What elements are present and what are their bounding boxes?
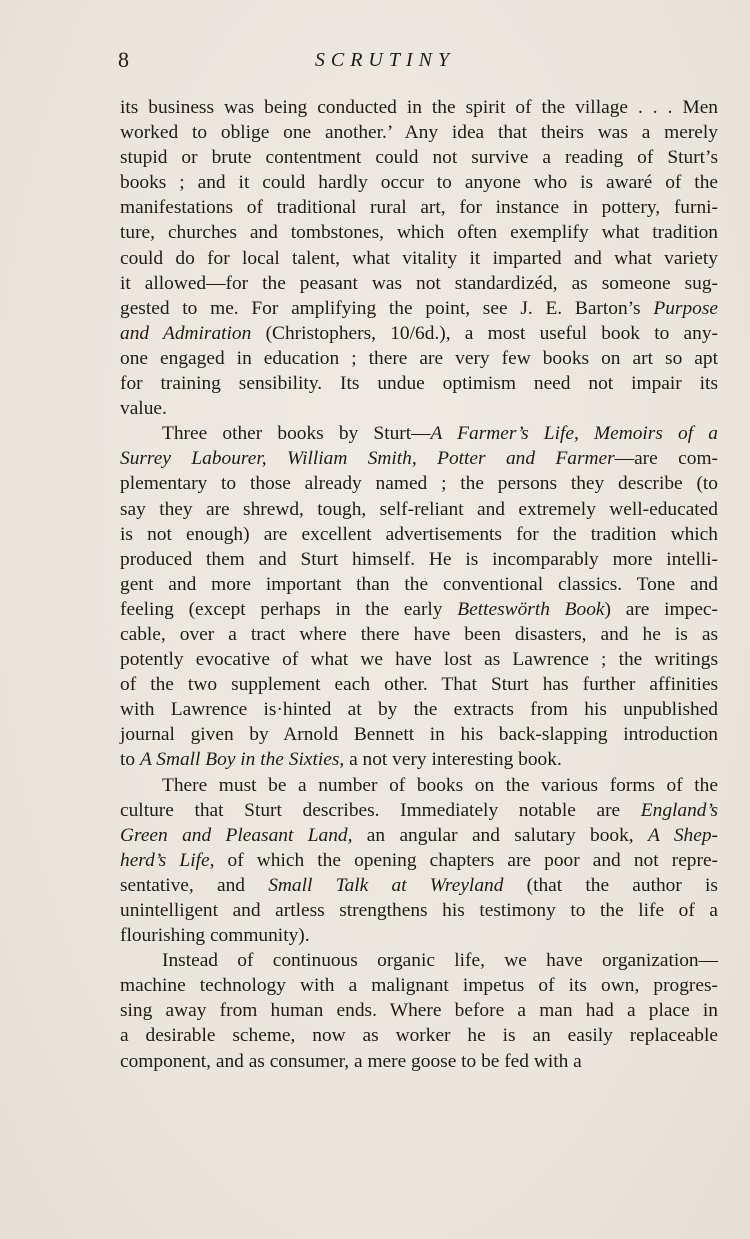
text-run: flourishing community). bbox=[120, 925, 310, 947]
text-run: manifestations of traditional rural art, for instance in pottery, furni- bbox=[120, 197, 718, 219]
text-line bbox=[120, 572, 718, 597]
text-line bbox=[120, 948, 718, 973]
text-run: gested to me. For amplifying the point, see J. E. Barton’s bbox=[120, 297, 654, 319]
italic-text: herd’s Life, bbox=[120, 849, 215, 871]
text-line bbox=[120, 522, 718, 547]
text-run: (that the author is bbox=[503, 874, 718, 896]
italic-text: Betteswörth Book bbox=[457, 598, 605, 620]
text-run: Three other books by Sturt— bbox=[162, 423, 431, 445]
text-run: of the two supplement each other. That Sturt has further affinities bbox=[120, 674, 718, 696]
italic-text: England’s bbox=[640, 799, 718, 821]
text-line bbox=[120, 722, 718, 747]
text-line bbox=[120, 145, 718, 170]
text-run: sing away from human ends. Where before a man had a place in bbox=[120, 1000, 718, 1022]
text-line bbox=[120, 446, 718, 471]
text-line bbox=[120, 220, 718, 245]
text-run: worked to oblige one another.’ Any idea that theirs was a merely bbox=[120, 122, 718, 144]
text-line bbox=[120, 898, 718, 923]
text-line bbox=[120, 246, 718, 271]
text-line bbox=[120, 697, 718, 722]
text-line bbox=[120, 622, 718, 647]
text-run: an angular and salutary book, bbox=[352, 824, 648, 846]
text-line bbox=[120, 747, 718, 772]
text-line bbox=[120, 371, 718, 396]
text-line bbox=[120, 998, 718, 1023]
text-line bbox=[120, 672, 718, 697]
text-line bbox=[120, 170, 718, 195]
text-line bbox=[120, 120, 718, 145]
text-run: say they are shrewd, tough, self-reliant and extremely well-educated bbox=[120, 498, 718, 520]
text-run: machine technology with a malignant impetus of its own, progres- bbox=[120, 975, 718, 997]
text-run: potently evocative of what we have lost as Lawrence ; the writings bbox=[120, 649, 718, 671]
text-run: a not very interesting book. bbox=[344, 749, 562, 771]
text-run: its business was being conducted in the spirit of the village . . . Men bbox=[120, 97, 718, 118]
paragraph bbox=[120, 948, 718, 1073]
text-line bbox=[120, 848, 718, 873]
italic-text: Green and Pleasant Land, bbox=[120, 824, 353, 846]
text-run: one engaged in education ; there are very few books on art so apt bbox=[120, 347, 718, 369]
text-run: of which the opening chapters are poor and not repre- bbox=[214, 849, 719, 871]
text-line bbox=[120, 798, 718, 823]
italic-text: and Admiration bbox=[120, 322, 252, 344]
text-run: (Christophers, 10/6d.), a most useful book to any- bbox=[251, 322, 719, 344]
text-line bbox=[120, 773, 718, 798]
body-text bbox=[120, 95, 718, 1074]
text-line bbox=[120, 597, 718, 622]
text-run: produced them and Sturt himself. He is incomparably more intelli- bbox=[120, 548, 718, 570]
text-line bbox=[120, 547, 718, 572]
text-line bbox=[120, 1023, 718, 1048]
text-run: ) are impec- bbox=[604, 598, 718, 620]
text-run: feeling (except perhaps in the early bbox=[120, 598, 458, 620]
text-line bbox=[120, 1049, 718, 1074]
text-run: unintelligent and artless strengthens his testimony to the life of a bbox=[120, 900, 718, 921]
text-line bbox=[120, 95, 718, 120]
text-line bbox=[120, 647, 718, 672]
text-line bbox=[120, 823, 718, 848]
italic-text: Surrey Labourer, William Smith, Potter and Farmer bbox=[120, 448, 615, 470]
text-line bbox=[120, 471, 718, 496]
paragraph bbox=[120, 773, 718, 949]
text-run: value. bbox=[120, 398, 167, 420]
text-run: cable, over a tract where there have been disasters, and he is as bbox=[120, 623, 718, 645]
italic-text: A Small Boy in the Sixties, bbox=[139, 749, 345, 771]
text-run: stupid or brute contentment could not survive a reading of Sturt’s bbox=[120, 147, 718, 169]
italic-text: A Shep- bbox=[648, 824, 718, 846]
text-line bbox=[120, 873, 718, 898]
text-line bbox=[120, 271, 718, 296]
text-run: gent and more important than the conventional classics. Tone and bbox=[120, 573, 718, 595]
text-line bbox=[120, 923, 718, 948]
text-line bbox=[120, 296, 718, 321]
text-run: with Lawrence is·hinted at by the extracts from his unpublished bbox=[120, 699, 718, 721]
text-line bbox=[120, 321, 718, 346]
text-run: culture that Sturt describes. Immediately notable are bbox=[120, 799, 641, 821]
text-run: Instead of continuous organic life, we have organization— bbox=[162, 950, 718, 972]
text-run: —are com- bbox=[614, 448, 718, 470]
text-run: component, and as consumer, a mere goose to be fed with a bbox=[120, 1050, 582, 1072]
text-run: sentative, and bbox=[120, 874, 269, 896]
text-run: is not enough) are excellent advertisements for the tradition which bbox=[120, 523, 718, 545]
text-run: a desirable scheme, now as worker he is an easily replaceable bbox=[120, 1025, 718, 1047]
text-line bbox=[120, 421, 718, 446]
text-line bbox=[120, 396, 718, 421]
text-run: books ; and it could hardly occur to anyone who is awaré of the bbox=[120, 172, 718, 194]
paragraph bbox=[120, 421, 718, 772]
text-run: journal given by Arnold Bennett in his back-slapping introduction bbox=[120, 724, 718, 746]
text-run: could do for local talent, what vitality it imparted and what variety bbox=[120, 247, 718, 269]
text-run: for training sensibility. Its undue optimism need not impair its bbox=[120, 373, 718, 395]
italic-text: Small Talk at Wreyland bbox=[268, 874, 504, 896]
running-title: SCRUTINY bbox=[314, 49, 456, 71]
text-line bbox=[120, 973, 718, 998]
text-run: to bbox=[120, 749, 140, 771]
page-number: 8 bbox=[118, 47, 129, 72]
text-line bbox=[120, 497, 718, 522]
italic-text: Purpose bbox=[653, 297, 718, 319]
text-line bbox=[120, 195, 718, 220]
text-run: ture, churches and tombstones, which often exemplify what tradition bbox=[120, 222, 718, 244]
paragraph bbox=[120, 95, 718, 421]
text-run: plementary to those already named ; the persons they describe (to bbox=[120, 473, 718, 495]
text-run: it allowed—for the peasant was not standardizéd, as someone sug- bbox=[120, 272, 718, 294]
italic-text: A Farmer’s Life, Memoirs of a bbox=[430, 423, 718, 445]
text-run: There must be a number of books on the various forms of the bbox=[162, 774, 718, 796]
text-line bbox=[120, 346, 718, 371]
